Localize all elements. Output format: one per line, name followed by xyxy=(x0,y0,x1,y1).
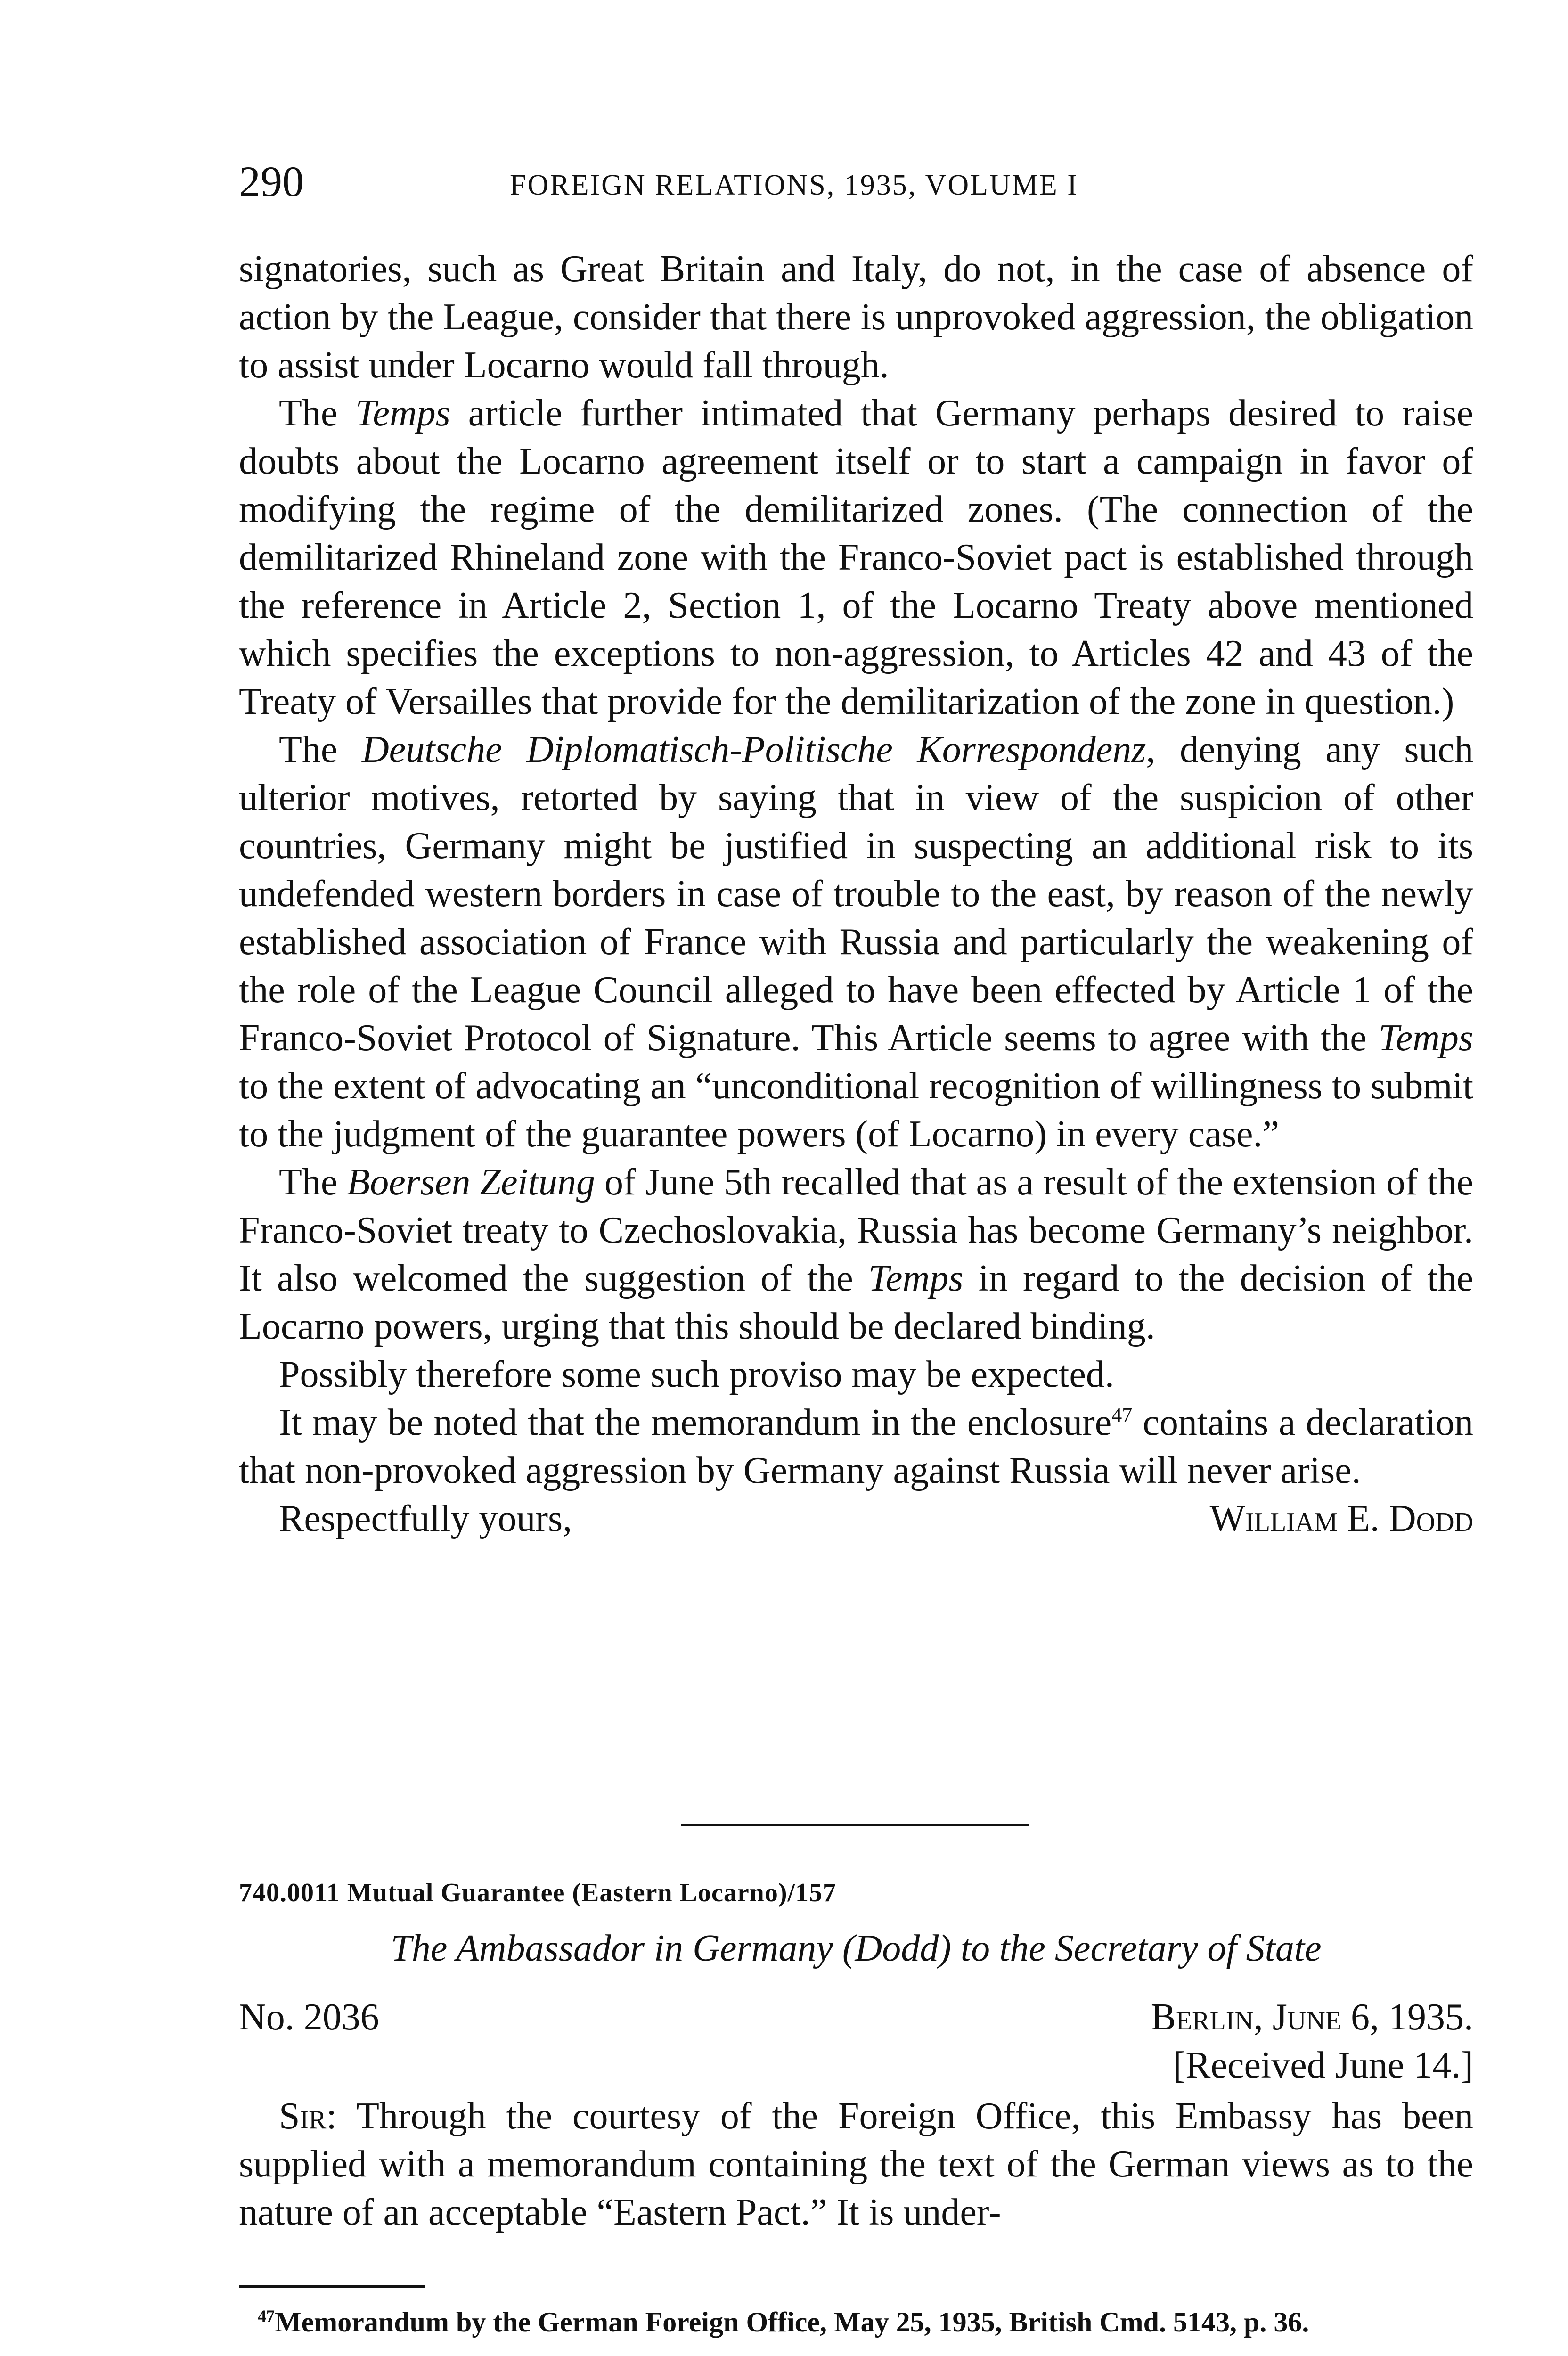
publication-boersen-zeitung: Boersen Zeitung xyxy=(347,1162,596,1203)
paragraph-4-text-c: in regard to the decision of the Locarno powers, urging that this should be declared binding. xyxy=(239,1258,1473,1347)
paragraph-6-text-b: contains a declaration that non-provoked aggression by Germany against Russia will never arise. xyxy=(239,1402,1474,1491)
page-header xyxy=(239,158,1341,210)
document-number: No. 2036 xyxy=(239,1996,379,2038)
page-number: 290 xyxy=(239,157,304,205)
footnote-rule xyxy=(239,2285,425,2288)
document-title: The Ambassador in Germany (Dodd) to the Secretary of State xyxy=(391,1928,1322,1969)
paragraph-2-text-a: The xyxy=(279,393,356,434)
closing: Respectfully yours, xyxy=(279,1498,572,1539)
publication-temps: Temps xyxy=(355,393,450,434)
signature-line xyxy=(239,1495,1473,1543)
publication-temps: Temps xyxy=(868,1258,964,1299)
paragraph-5-text: Possibly therefore some such proviso may be expected. xyxy=(279,1354,1114,1395)
paragraph-4-text-b: of June 5th recalled that as a result of the extension of the Franco-Soviet treaty to Czechoslovakia, Russia has become Germany’s neighbor. It also welcomed the suggestion of the xyxy=(239,1162,1474,1299)
received-date: [Received June 14.] xyxy=(1173,2045,1473,2086)
file-reference: 740.0011 Mutual Guarantee (Eastern Locarno)/157 xyxy=(239,1878,837,1907)
paragraph-4-text-a: The xyxy=(279,1162,347,1203)
publication-temps: Temps xyxy=(1378,1017,1473,1059)
main-text xyxy=(239,245,1473,1543)
letter-opening-text: Through the courtesy of the Foreign Office, this Embassy has been supplied with a memorandum containing the text of the German views as to the nature of an acceptable “Eastern Pact.” It is under- xyxy=(239,2095,1473,2233)
paragraph-3 xyxy=(239,726,1473,1158)
paragraph-1-text: signatories, such as Great Britain and Italy, do not, in the case of absence of action by the League, consider that there is unprovoked aggression, the obligation to assist under Locarno would fall through. xyxy=(239,248,1473,386)
paragraph-4 xyxy=(239,1158,1473,1350)
running-head: FOREIGN RELATIONS, 1935, VOLUME I xyxy=(510,169,1078,201)
footnote-text: Memorandum by the German Foreign Office, May 25, 1935, British Cmd. 5143, p. 36. xyxy=(275,2307,1309,2338)
paragraph-3-text-a: The xyxy=(279,729,362,770)
paragraph-2 xyxy=(239,389,1473,726)
document-meta xyxy=(239,1993,1473,2089)
number-date-row xyxy=(239,1993,1473,2041)
publication-ddk: Deutsche Diplomatisch-Politische Korrespondenz xyxy=(361,729,1146,770)
letter-opening xyxy=(239,2092,1473,2236)
footnote-mark: 47 xyxy=(258,2307,275,2325)
paragraph-5 xyxy=(239,1350,1473,1399)
signature: William E. Dodd xyxy=(1209,1498,1473,1539)
place-date: Berlin, June 6, 1935. xyxy=(1151,1996,1473,2038)
paragraph-6 xyxy=(239,1399,1473,1495)
footnote xyxy=(239,2304,1473,2340)
paragraph-1 xyxy=(239,245,1473,389)
section-divider xyxy=(681,1824,1029,1826)
paragraph-2-text-b: article further intimated that Germany perhaps desired to raise doubts about the Locarno agreement itself or to start a campaign in favor of modifying the regime of the demilitarized zones. (The connection of the demilitarized Rhineland zone with the Franco-Soviet pact is established through the reference in Article 2, Section 1, of the Locarno Treaty above mentioned which specifies the exceptions to non-aggression, to Articles 42 and 43 of the Treaty of Versailles that provide for the demilitarization of the zone in question.) xyxy=(239,393,1473,722)
paragraph-3-text-b: , denying any such ulterior motives, retorted by saying that in view of the suspicion of other countries, Germany might be justified in suspecting an additional risk to its undefended western borders in case of trouble to the east, by reason of the newly established association of France with Russia and particularly the weakening of the role of the League Council alleged to have been effected by Article 1 of the Franco-Soviet Protocol of Signature. This Article seems to agree with the xyxy=(239,729,1474,1059)
paragraph-6-text-a: It may be noted that the memorandum in the enclosure xyxy=(279,1402,1112,1443)
footnote-reference: 47 xyxy=(1111,1403,1133,1427)
salutation: Sir: xyxy=(279,2095,337,2137)
paragraph-3-text-c: to the extent of advocating an “unconditional recognition of willingness to submit to the judgment of the guarantee powers (of Locarno) in every case.” xyxy=(239,1065,1473,1155)
